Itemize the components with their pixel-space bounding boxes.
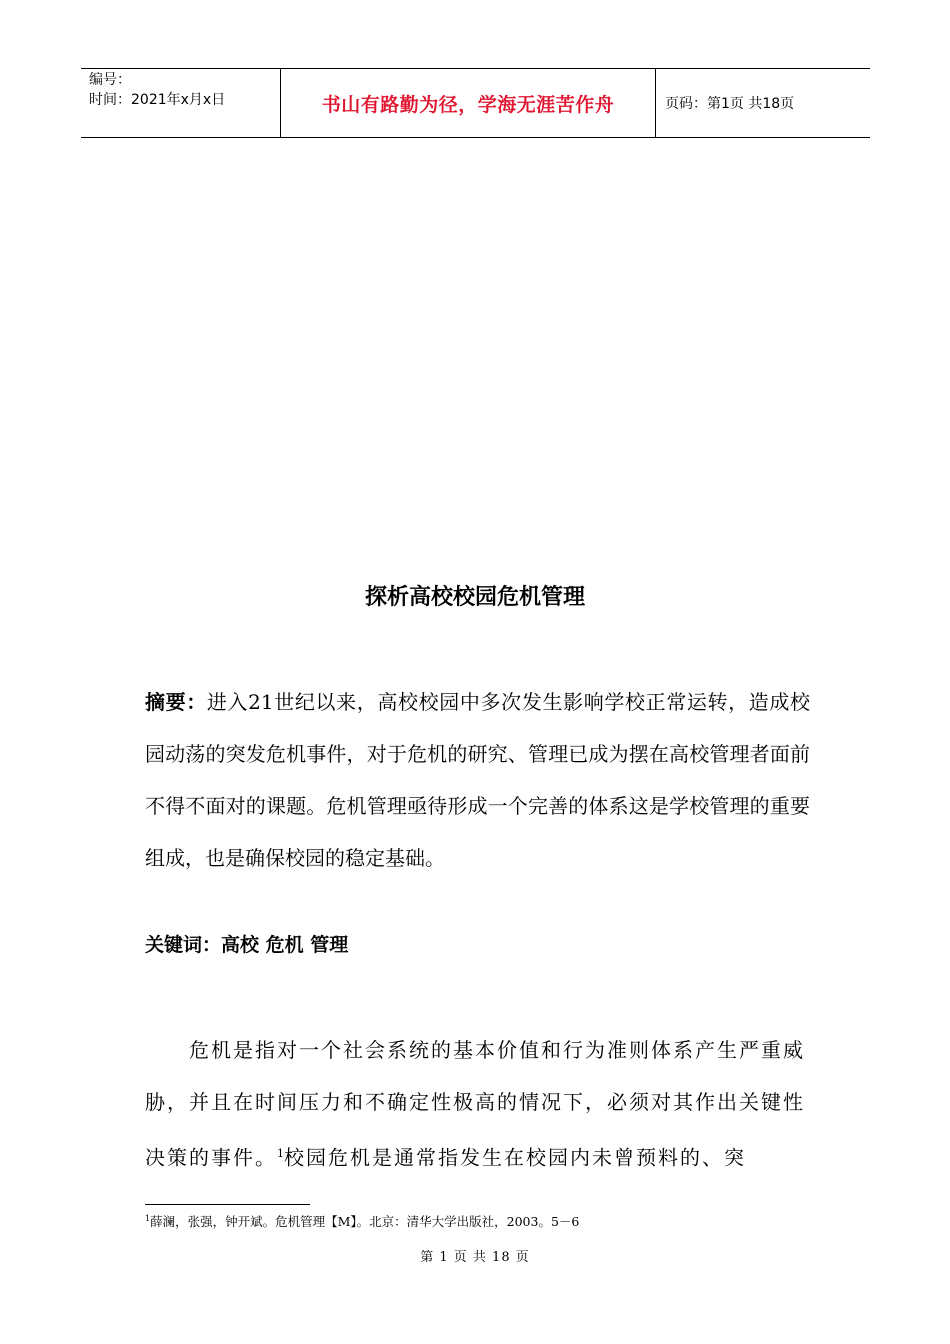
- footnote-divider: [145, 1204, 310, 1205]
- footnote: [145, 1212, 579, 1230]
- date-label: 时间：2021年x月x日: [89, 92, 226, 108]
- abstract: [145, 676, 810, 884]
- footnote-text: 薛澜，张强，钟开斌。危机管理【M】。北京：清华大学出版社，2003。5－6: [150, 1214, 580, 1229]
- number-label: 编号：: [89, 72, 131, 88]
- header-page-cell: [655, 69, 870, 137]
- paragraph-text-b: 校园危机是通常指发生在校园内未曾预料的、突: [284, 1145, 746, 1170]
- page-header: [81, 68, 870, 138]
- body-paragraph: [145, 1024, 805, 1184]
- paragraph-text-a: 危机是指对一个社会系统的基本价值和行为准则体系产生严重威胁，并且在时间压力和不确定性极高的情况下，必须对其作出关键性决策的事件。: [145, 1038, 805, 1170]
- footnote-reference[interactable]: 1: [277, 1147, 284, 1160]
- abstract-label: 摘要：: [145, 690, 207, 714]
- document-title: 探析高校校园危机管理: [364, 585, 585, 610]
- motto-text: 书山有路勤为径，学海无涯苦作舟: [321, 93, 615, 116]
- footnote-number: 1: [145, 1213, 151, 1223]
- abstract-text: 进入21世纪以来，高校校园中多次发生影响学校正常运转，造成校园动荡的突发危机事件，对于危机的研究、管理已成为摆在高校管理者面前不得不面对的课题。危机管理亟待形成一个完善的体系这是学校管理的重要组成，也是确保校园的稳定基础。: [145, 690, 811, 870]
- page-info: 页码：第1页 共18页: [665, 96, 795, 112]
- header-meta: [81, 69, 280, 137]
- header-motto-cell: [280, 69, 656, 137]
- keywords: 关键词：高校 危机 管理: [145, 934, 349, 956]
- page-footer: 第 1 页 共 18 页: [420, 1250, 530, 1265]
